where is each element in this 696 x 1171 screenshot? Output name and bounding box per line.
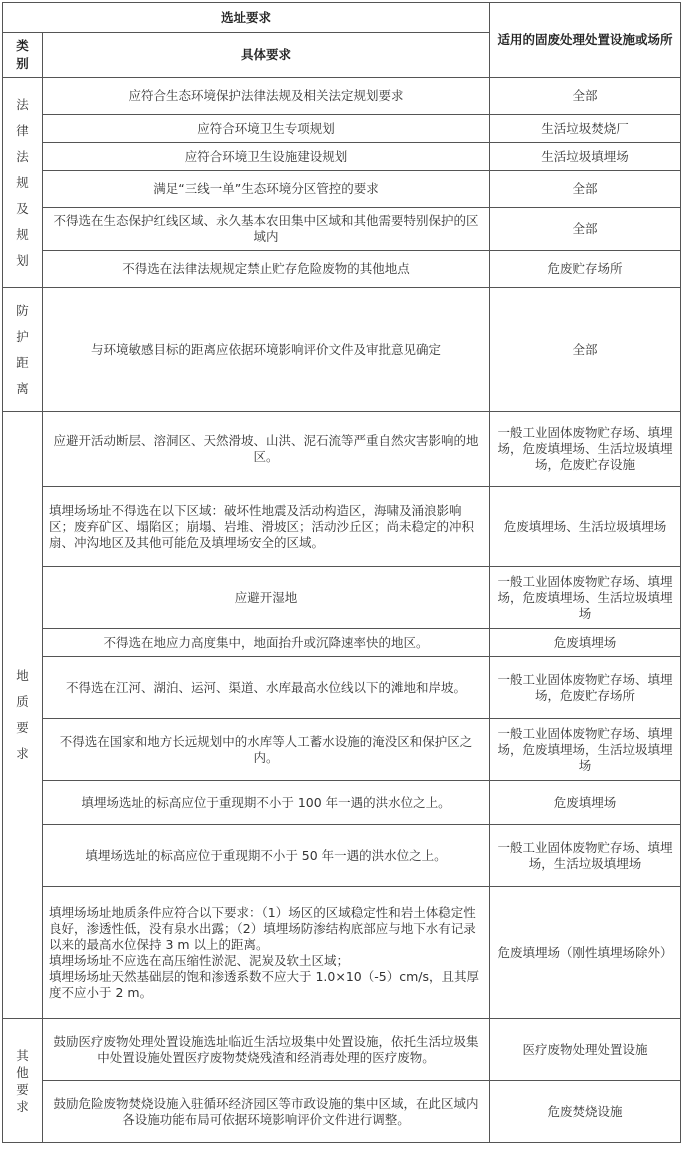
requirement-cell: 填埋场选址的标高应位于重现期不小于 100 年一遇的洪水位之上。	[43, 781, 490, 825]
requirement-cell: 鼓励危险废物焚烧设施入驻循环经济园区等市政设施的集中区域，在此区域内各设施功能布局可依据环境影响评价文件进行调整。	[43, 1081, 490, 1143]
facility-cell: 全部	[490, 78, 681, 115]
requirement-cell: 应符合生态环境保护法律法规及相关法定规划要求	[43, 78, 490, 115]
requirement-cell: 应符合环境卫生专项规划	[43, 115, 490, 143]
facility-cell: 一般工业固体废物贮存场、填埋场，危废填埋场，生活垃圾填埋场	[490, 719, 681, 781]
facility-cell: 危废填埋场	[490, 781, 681, 825]
facility-cell: 全部	[490, 171, 681, 208]
requirement-cell: 填埋场场址不得选在以下区域：破坏性地震及活动构造区，海啸及涌浪影响区；废弃矿区、塌陷区；崩塌、岩堆、滑坡区；活动沙丘区；尚未稳定的冲积扇、冲沟地区及其他可能危及填埋场安全的区域。	[43, 487, 490, 567]
facility-cell: 生活垃圾焚烧厂	[490, 115, 681, 143]
requirement-cell: 满足“三线一单”生态环境分区管控的要求	[43, 171, 490, 208]
requirement-cell: 不得选在国家和地方长远规划中的水库等人工蓄水设施的淹没区和保护区之内。	[43, 719, 490, 781]
requirement-cell: 不得选在江河、湖泊、运河、渠道、水库最高水位线以下的滩地和岸坡。	[43, 657, 490, 719]
requirement-cell: 与环境敏感目标的距离应依据环境影响评价文件及审批意见确定	[43, 288, 490, 412]
siting-requirements-table	[2, 2, 681, 1143]
facility-cell: 全部	[490, 208, 681, 251]
facility-cell: 危废焚烧设施	[490, 1081, 681, 1143]
requirement-cell: 应符合环境卫生设施建设规划	[43, 143, 490, 171]
category-header: 类别	[3, 33, 43, 78]
applicable-facility-header: 适用的固废处理处置设施或场所	[490, 3, 681, 78]
requirement-cell: 填埋场场址地质条件应符合以下要求：（1）场区的区域稳定性和岩土体稳定性良好，渗透性低，没有泉水出露；（2）填埋场防渗结构底部应与地下水有记录以来的最高水位保持 3 m 以上的距离。 填埋场场址不应选在高压缩性淤泥、泥炭及软土区域； 填埋场场址天然基础层的饱和渗透系数不应大于 1.0×10（-5）cm/s，且其厚度不应小于 2 m。	[43, 887, 490, 1019]
category-cell: 其他要求	[3, 1019, 43, 1143]
facility-cell: 全部	[490, 288, 681, 412]
facility-cell: 危废填埋场	[490, 629, 681, 657]
requirement-cell: 填埋场选址的标高应位于重现期不小于 50 年一遇的洪水位之上。	[43, 825, 490, 887]
category-cell: 法律法规及规划	[3, 78, 43, 288]
category-cell: 地质要求	[3, 412, 43, 1019]
requirement-cell: 应避开湿地	[43, 567, 490, 629]
facility-cell: 生活垃圾填埋场	[490, 143, 681, 171]
category-cell: 防护距离	[3, 288, 43, 412]
requirement-cell: 应避开活动断层、溶洞区、天然滑坡、山洪、泥石流等严重自然灾害影响的地区。	[43, 412, 490, 487]
facility-cell: 危废填埋场、生活垃圾填埋场	[490, 487, 681, 567]
facility-cell: 危废填埋场（刚性填埋场除外）	[490, 887, 681, 1019]
facility-cell: 医疗废物处理处置设施	[490, 1019, 681, 1081]
requirement-cell: 不得选在法律法规规定禁止贮存危险废物的其他地点	[43, 251, 490, 288]
specific-requirements-header: 具体要求	[43, 33, 490, 78]
requirement-cell: 不得选在生态保护红线区域、永久基本农田集中区域和其他需要特别保护的区域内	[43, 208, 490, 251]
facility-cell: 危废贮存场所	[490, 251, 681, 288]
site-requirements-header: 选址要求	[3, 3, 490, 33]
facility-cell: 一般工业固体废物贮存场、填埋场，危废贮存场所	[490, 657, 681, 719]
requirement-cell: 鼓励医疗废物处理处置设施选址临近生活垃圾集中处置设施，依托生活垃圾集中处置设施处置医疗废物焚烧残渣和经消毒处理的医疗废物。	[43, 1019, 490, 1081]
facility-cell: 一般工业固体废物贮存场、填埋场，危废填埋场、生活垃圾填埋场，危废贮存设施	[490, 412, 681, 487]
requirement-cell: 不得选在地应力高度集中，地面抬升或沉降速率快的地区。	[43, 629, 490, 657]
facility-cell: 一般工业固体废物贮存场、填埋场，危废填埋场、生活垃圾填埋场	[490, 567, 681, 629]
facility-cell: 一般工业固体废物贮存场、填埋场，生活垃圾填埋场	[490, 825, 681, 887]
